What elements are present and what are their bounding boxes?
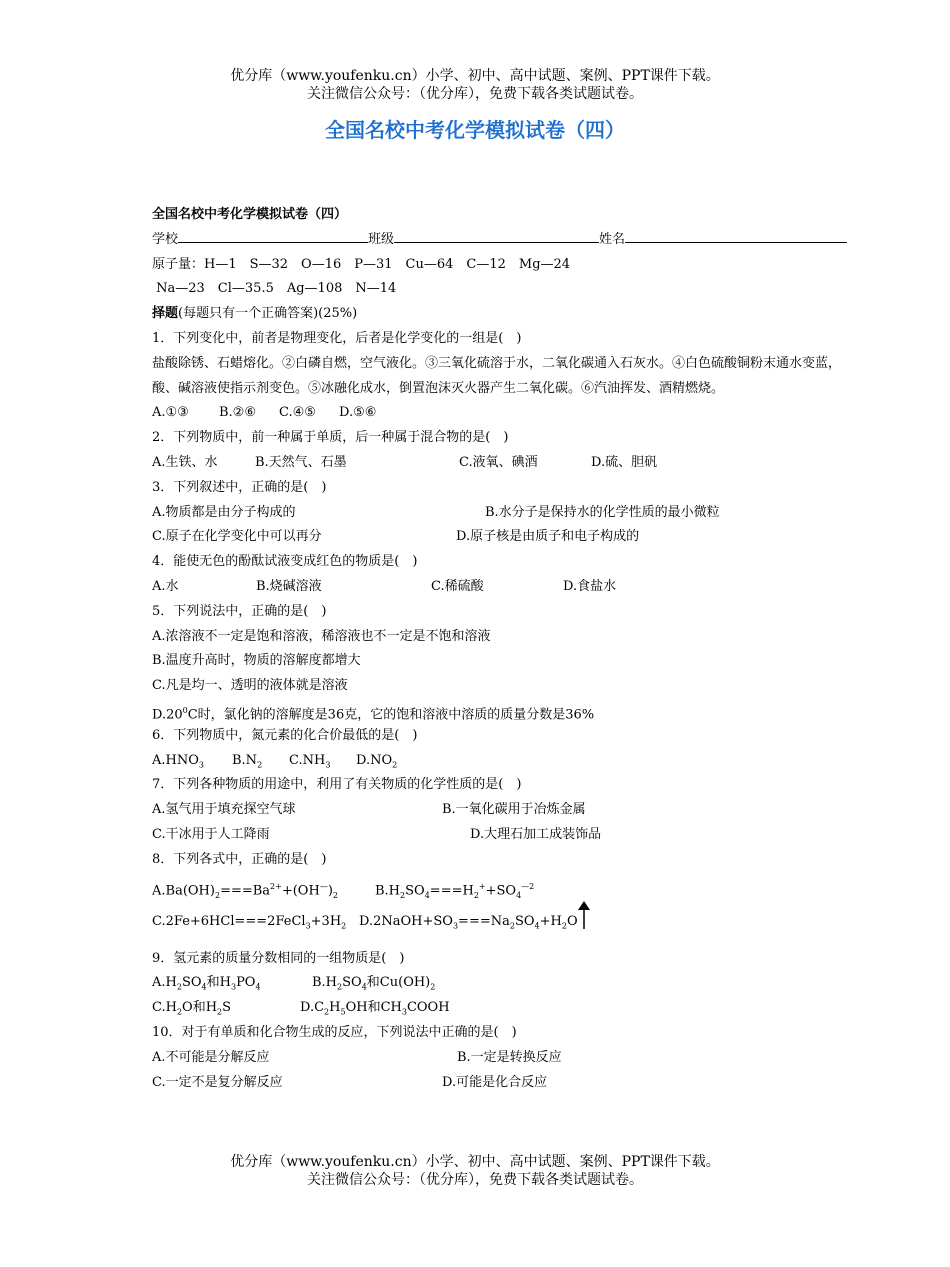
- formula-part: D.2NaOH+SO: [359, 913, 453, 929]
- formula-part: O和H: [182, 1000, 218, 1016]
- name-label: 姓名: [599, 231, 626, 247]
- formula-sub: 2: [341, 921, 347, 931]
- option-b: B.一氧化碳用于冶炼金属: [442, 802, 586, 818]
- question-9-options-row-2: [152, 996, 862, 1021]
- question-10-options-row-1: [152, 1046, 862, 1071]
- atomic-mass-line-1: 原子量：H—1 S—32 O—16 P—31 Cu—64 C—12 Mg—24: [152, 256, 571, 272]
- formula-sub: 2: [257, 760, 263, 770]
- formula-sub: 3: [452, 921, 459, 931]
- formula-sup: +: [478, 881, 486, 891]
- option-b: B.天然气、石墨: [255, 454, 347, 470]
- option-a: A.浓溶液不一定是饱和溶液，稀溶液也不一定是不饱和溶液: [152, 628, 491, 644]
- formula-sub: 2: [332, 890, 338, 900]
- formula-sub: 2: [324, 1007, 330, 1017]
- formula-sub: 2: [561, 921, 567, 931]
- header-line-1: 优分库（www.youfenku.cn）小学、初中、高中试题、案例、PPT课件下载。: [230, 68, 720, 84]
- question-7-options-row-1: [152, 798, 862, 823]
- exam-body: [152, 203, 862, 1095]
- gas-arrow-up-icon: [578, 907, 588, 929]
- formula-part: A.H: [152, 975, 177, 991]
- question-2-stem: 2．下列物质中，前一种属于单质，后一种属于混合物的是( ): [152, 430, 509, 446]
- formula-sub: 4: [201, 982, 207, 992]
- formula-part: SO: [342, 975, 362, 991]
- option-d: [152, 699, 862, 724]
- option-a: A.不可能是分解反应: [152, 1049, 270, 1065]
- option-a: A.水: [152, 578, 179, 594]
- formula-sup: —: [319, 881, 328, 891]
- formula-sup: —2: [521, 881, 535, 891]
- formula-part: ): [327, 882, 333, 898]
- option-a: A.①③: [152, 405, 189, 421]
- formula-sub: 5: [340, 1007, 346, 1017]
- formula-part: O: [566, 913, 578, 929]
- option-c: [152, 908, 359, 941]
- formula-part: ===Na: [458, 913, 510, 929]
- option-b: B.温度升高时，物质的溶解度都增大: [152, 653, 361, 669]
- question-7-options-row-2: [152, 823, 862, 848]
- formula-part: B.N: [232, 752, 258, 768]
- option-d-sup: 0: [182, 705, 188, 715]
- formula-part: OH和CH: [345, 1000, 402, 1016]
- header-line-2: 关注微信公众号：（优分库），免费下载各类试题试卷。: [307, 86, 643, 102]
- formula-part: D.NO: [356, 752, 393, 768]
- formula-part: +(OH: [281, 882, 320, 898]
- formula-sub: 2: [473, 890, 479, 900]
- formula-part: C.2Fe+6HCl===2FeCl: [152, 913, 306, 929]
- formula-sub: 2: [217, 1007, 223, 1017]
- question-3-options-row-2: [152, 525, 862, 550]
- option-b: B.烧碱溶液: [256, 578, 322, 594]
- question-8-stem: 8．下列各式中，正确的是( ): [152, 851, 327, 867]
- question-1-options: [152, 401, 862, 426]
- formula-sub: 2: [509, 921, 515, 931]
- question-5-stem: 5．下列说法中，正确的是( ): [152, 603, 327, 619]
- option-d-part: C时，氯化钠的溶解度是36克，它的饱和溶液中溶质的质量分数是36%: [187, 707, 595, 723]
- option-b: B.一定是转换反应: [457, 1049, 562, 1065]
- question-6-options: [152, 749, 862, 774]
- formula-part: COOH: [406, 1000, 450, 1016]
- formula-part: ===H: [429, 882, 474, 898]
- formula-sub: 2: [176, 982, 182, 992]
- option-a: A.物质都是由分子构成的: [152, 504, 296, 520]
- formula-sub: 2: [176, 1007, 183, 1017]
- formula-sub: 2: [430, 982, 436, 992]
- exam-subtitle: 全国名校中考化学模拟试卷（四）: [152, 207, 348, 222]
- option-d: D.⑤⑥: [339, 405, 377, 421]
- school-blank: [178, 228, 368, 243]
- formula-part: SO: [405, 882, 425, 898]
- formula-part: B.H: [312, 975, 338, 991]
- option-d: D.大理石加工成装饰品: [470, 826, 602, 842]
- formula-part: +SO: [485, 882, 517, 898]
- option-c: C.一定不是复分解反应: [152, 1074, 283, 1090]
- option-d-part: D.20: [152, 707, 183, 723]
- option-a: A.氢气用于填充探空气球: [152, 802, 296, 818]
- option-c: C.原子在化学变化中可以再分: [152, 529, 322, 545]
- name-blank: [625, 228, 847, 243]
- question-1-stem: 1．下列变化中，前者是物理变化，后者是化学变化的一组是( ): [152, 330, 522, 346]
- option-a: A.生铁、水: [152, 454, 218, 470]
- formula-sub: 3: [198, 760, 204, 770]
- school-label: 学校: [152, 231, 179, 247]
- option-b: [375, 873, 534, 910]
- question-6-stem: 6．下列物质中，氮元素的化合价最低的是( ): [152, 727, 418, 743]
- formula-part: C.H: [152, 1000, 177, 1016]
- class-blank: [394, 228, 599, 243]
- question-8-options-row-2: [152, 907, 862, 947]
- question-7-stem: 7．下列各种物质的用途中，利用了有关物质的化学性质的是( ): [152, 777, 522, 793]
- formula-part: SO: [181, 975, 202, 991]
- formula-sub: 3: [401, 1007, 407, 1017]
- page-title: 全国名校中考化学模拟试卷（四）: [325, 118, 625, 142]
- formula-part: A.HNO: [152, 752, 199, 768]
- question-4-options: [152, 575, 862, 600]
- formula-sub: 4: [534, 921, 540, 931]
- atomic-mass-line-2: Na—23 Cl—35.5 Ag—108 N—14: [152, 281, 397, 297]
- option-d: D.食盐水: [563, 578, 617, 594]
- formula-sub: 2: [337, 982, 343, 992]
- footer-line-2: 关注微信公众号：（优分库），免费下载各类试题试卷。: [307, 1172, 643, 1188]
- formula-sub: 4: [255, 982, 261, 992]
- formula-part: H: [329, 1000, 341, 1016]
- question-3-stem: 3．下列叙述中，正确的是( ): [152, 479, 327, 495]
- formula-sub: 3: [305, 921, 311, 931]
- formula-part: B.H: [375, 882, 401, 898]
- section-heading-bold: 择题: [152, 306, 179, 322]
- formula-sub: 2: [392, 760, 398, 770]
- formula-sub: 4: [516, 890, 522, 900]
- question-9-stem: 9．氢元素的质量分数相同的一组物质是( ): [152, 950, 405, 966]
- option-d: [359, 907, 588, 941]
- student-info-row: [152, 228, 862, 253]
- section-heading-note: (每题只有一个正确答案)(25%): [178, 306, 358, 322]
- formula-part: A.Ba(OH): [152, 882, 215, 898]
- class-label: 班级: [368, 231, 395, 247]
- formula-part: +H: [539, 913, 562, 929]
- option-a: [152, 873, 375, 910]
- formula-sup: 2+: [270, 881, 282, 891]
- formula-part: S: [222, 1000, 232, 1016]
- option-b: B.水分子是保持水的化学性质的最小微粒: [485, 504, 720, 520]
- option-d: D.硫、胆矾: [591, 454, 658, 470]
- question-10-stem: 10．对于有单质和化合物生成的反应，下列说法中正确的是( ): [152, 1024, 517, 1040]
- option-c: C.④⑤: [279, 405, 316, 421]
- footer-line-1: 优分库（www.youfenku.cn）小学、初中、高中试题、案例、PPT课件下载。: [230, 1154, 720, 1170]
- question-3-options-row-1: [152, 501, 862, 526]
- option-c: C.液氧、碘酒: [459, 454, 538, 470]
- formula-part: D.C: [300, 1000, 325, 1016]
- formula-part: C.NH: [289, 752, 326, 768]
- question-1-body: 盐酸除锈、石蜡熔化。②白磷自燃，空气液化。③三氧化硫溶于水，二氧化碳通入石灰水。④白色硫酸铜粉末通水变蓝，酸、碱溶液使指示剂变色。⑤冰融化成水，倒置泡沫灭火器产生二氧化碳。⑥汽油挥发、酒精燃烧。: [152, 355, 842, 396]
- formula-part: SO: [514, 913, 535, 929]
- option-b: B.②⑥: [219, 405, 256, 421]
- option-c: C.稀硫酸: [431, 578, 484, 594]
- formula-part: PO: [236, 975, 256, 991]
- formula-sub: 4: [424, 890, 430, 900]
- formula-sub: 3: [325, 760, 331, 770]
- formula-part: +3H: [310, 913, 342, 929]
- formula-sub: 2: [400, 890, 406, 900]
- question-8-options-row-1: [152, 873, 862, 907]
- question-10-options-row-2: [152, 1071, 862, 1096]
- formula-part: ===Ba: [220, 882, 271, 898]
- option-d: D.可能是化合反应: [442, 1074, 548, 1090]
- section-heading: [152, 302, 862, 327]
- option-c: C.凡是均一、透明的液体就是溶液: [152, 678, 348, 694]
- question-4-stem: 4．能使无色的酚酞试液变成红色的物质是( ): [152, 554, 418, 570]
- formula-sub: 4: [361, 982, 367, 992]
- option-d: D.原子核是由质子和电子构成的: [456, 529, 640, 545]
- formula-part: 和H: [206, 975, 231, 991]
- question-9-options-row-1: [152, 971, 862, 996]
- question-2-options: [152, 451, 862, 476]
- formula-part: 和Cu(OH): [366, 975, 431, 991]
- formula-sub: 2: [214, 890, 221, 900]
- formula-sub: 3: [230, 982, 237, 992]
- option-c: C.干冰用于人工降雨: [152, 826, 270, 842]
